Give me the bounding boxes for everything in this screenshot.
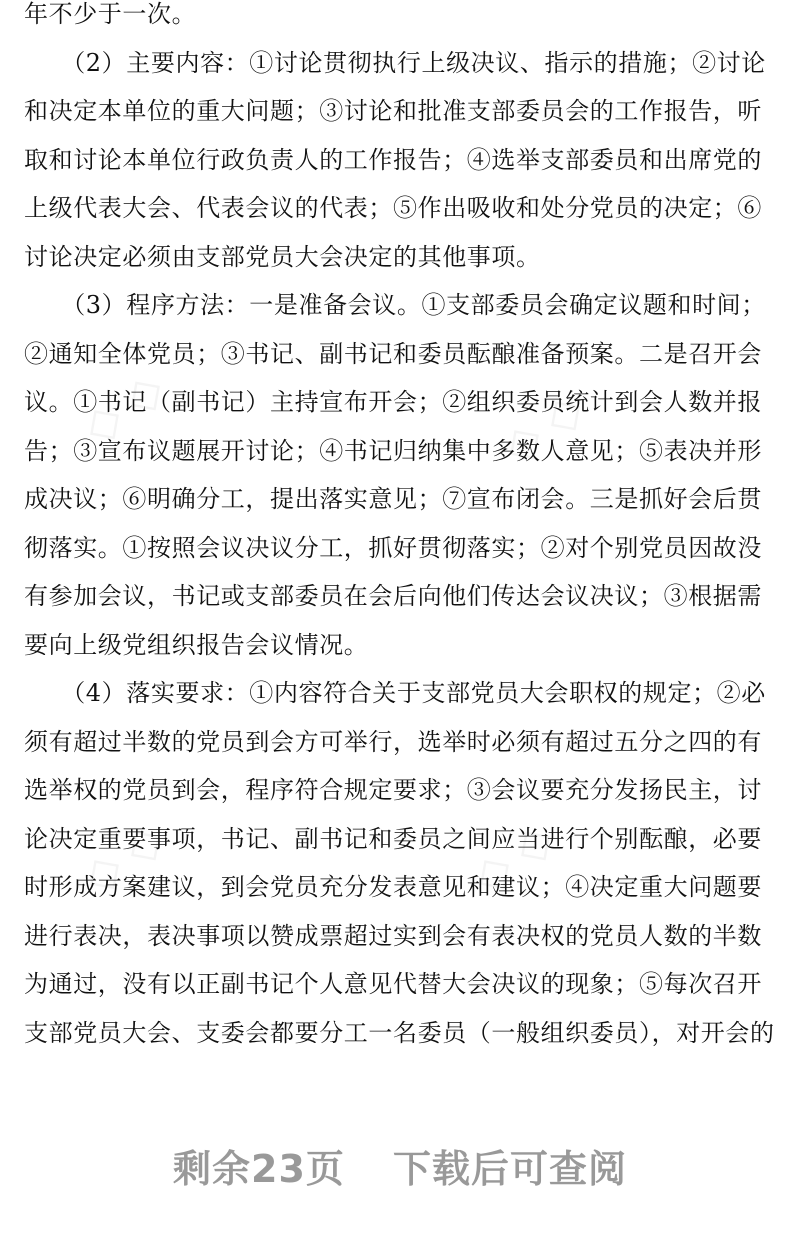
text-line: 时形成方案建议，到会党员充分发表意见和建议；④决定重大问题要 — [24, 873, 762, 901]
download-to-view-label[interactable]: 下载后可查阅 — [392, 1147, 627, 1191]
remaining-pages-label: 剩余23页 — [173, 1147, 345, 1191]
text-line: 为通过，没有以正副书记个人意见代替大会决议的现象；⑤每次召开 — [24, 970, 762, 998]
text-line: 论决定重要事项，书记、副书记和委员之间应当进行个别酝酿，必要 — [24, 824, 762, 853]
text-line: （3）程序方法：一是准备会议。①支部委员会确定议题和时间； — [24, 291, 766, 319]
text-line: 须有超过半数的党员到会方可举行，选举时必须有超过五分之四的有 — [24, 727, 762, 756]
text-line: （2）主要内容：①讨论贯彻执行上级决议、指示的措施；②讨论 — [24, 48, 766, 77]
download-prompt[interactable] — [0, 1138, 800, 1193]
text-line: 彻落实。①按照会议决议分工，抓好贯彻落实；②对个别党员因故没 — [24, 533, 762, 562]
text-line: 年不少于一次。 — [24, 0, 197, 28]
text-line: （4）落实要求：①内容符合关于支部党员大会职权的规定；②必 — [24, 679, 766, 707]
text-line: 告；③宣布议题展开讨论；④书记归纳集中多数人意见；⑤表决并形 — [24, 436, 762, 465]
text-line: 选举权的党员到会，程序符合规定要求；③会议要充分发扬民主，讨 — [24, 776, 762, 804]
text-line: 取和讨论本单位行政负责人的工作报告；④选举支部委员和出席党的 — [24, 145, 762, 174]
text-line: 和决定本单位的重大问题；③讨论和批准支部委员会的工作报告，听 — [24, 97, 762, 125]
text-line: 成决议；⑥明确分工，提出落实意见；⑦宣布闭会。三是抓好会后贯 — [24, 485, 762, 513]
text-line: 议。①书记（副书记）主持宣布开会；②组织委员统计到会人数并报 — [24, 388, 762, 416]
text-line: 支部党员大会、支委会都要分工一名委员（一般组织委员），对开会的 — [24, 1018, 775, 1047]
document-body — [24, 0, 776, 1057]
text-line: 上级代表大会、代表会议的代表；⑤作出吸收和处分党员的决定；⑥ — [24, 194, 762, 222]
text-line: 讨论决定必须由支部党员大会决定的其他事项。 — [24, 242, 541, 271]
text-line: 进行表决，表决事项以赞成票超过实到会有表决权的党员人数的半数 — [24, 921, 762, 950]
text-line: 要向上级党组织报告会议情况。 — [24, 630, 369, 659]
text-line: 有参加会议，书记或支部委员在会后向他们传达会议决议；③根据需 — [24, 582, 762, 610]
text-line: ②通知全体党员；③书记、副书记和委员酝酿准备预案。二是召开会 — [24, 339, 762, 368]
